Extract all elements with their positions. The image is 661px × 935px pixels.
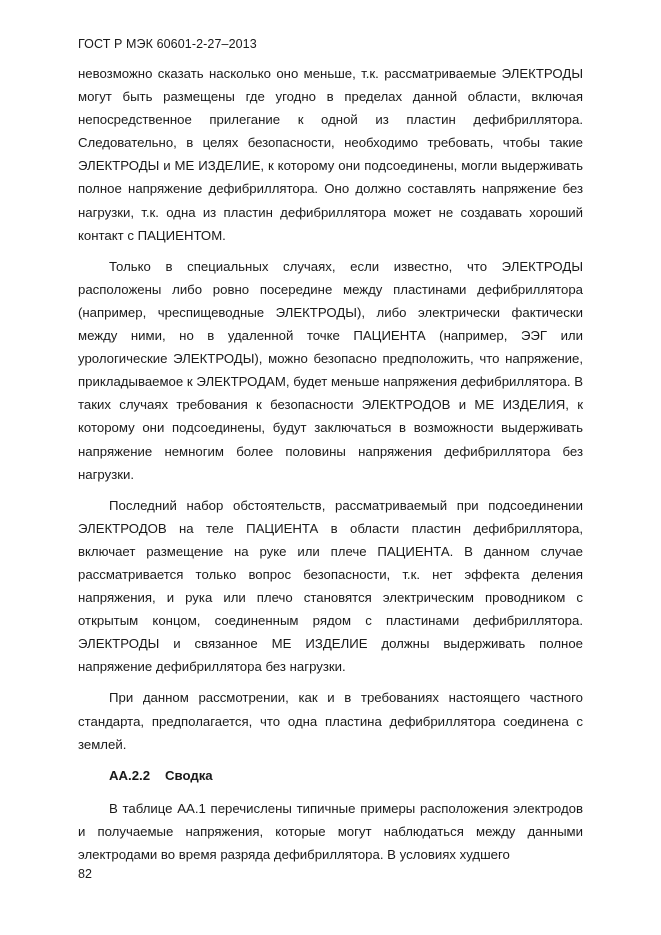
paragraph: При данном рассмотрении, как и в требованиях настоящего частного стандарта, предполагается, что одна пластина дефибриллятора соединена с землей.	[78, 690, 583, 752]
document-header: ГОСТ Р МЭК 60601-2-27–2013	[78, 37, 257, 51]
paragraph: В таблице АА.1 перечислены типичные примеры расположения электродов и получаемые напряжения, которые могут наблюдаться между данными электродами во время разряда дефибриллятора. В условиях худшего	[78, 800, 583, 862]
section-number: АА.2.2	[109, 767, 151, 783]
section-title: Сводка	[165, 767, 213, 783]
paragraph: Последний набор обстоятельств, рассматриваемый при подсоединении ЭЛЕКТРОДОВ на теле ПАЦИЕНТА в области пластин дефибриллятора, включает размещение на руке или плече ПАЦИЕНТА. В данном случае рассматривается только вопрос безопасности, т.к. нет эффекта деления напряжения, и рука или плечо становятся электрическим проводником с открытым концом, соединенным рядом с пластинами дефибриллятора. ЭЛЕКТРОДЫ и связанное МЕ ИЗДЕЛИЕ должны выдерживать полное напряжение дефибриллятора без нагрузки.	[78, 497, 583, 675]
page-number: 82	[78, 867, 92, 881]
section-heading	[78, 764, 583, 787]
paragraph: невозможно сказать насколько оно меньше, т.к. рассматриваемые ЭЛЕКТРОДЫ могут быть размещены где угодно в пределах данной области, включая непосредственное прилегание к одной из пластин дефибриллятора. Следовательно, в целях безопасности, необходимо требовать, чтобы такие ЭЛЕКТРОДЫ и МЕ ИЗДЕЛИЕ, к которому они подсоединены, могли выдерживать полное напряжение дефибриллятора. Оно должно составлять напряжение без нагрузки, т.к. одна из пластин дефибриллятора может не создавать хороший контакт с ПАЦИЕНТОМ.	[78, 66, 583, 243]
paragraph: Только в специальных случаях, если известно, что ЭЛЕКТРОДЫ расположены либо ровно посередине между пластинами дефибриллятора (например, чреспищеводные ЭЛЕКТРОДЫ), либо электрически фактически между ними, но в удаленной точке ПАЦИЕНТА (например, ЭЭГ или урологические ЭЛЕКТРОДЫ), можно безопасно предположить, что напряжение, прикладываемое к ЭЛЕКТРОДАМ, будет меньше напряжения дефибриллятора. В таких случаях требования к безопасности ЭЛЕКТРОДОВ и МЕ ИЗДЕЛИЯ, к которому они подсоединены, будут заключаться в возможности выдерживать напряжение немногим более половины напряжения дефибриллятора без нагрузки.	[78, 258, 583, 482]
document-body	[78, 62, 583, 874]
